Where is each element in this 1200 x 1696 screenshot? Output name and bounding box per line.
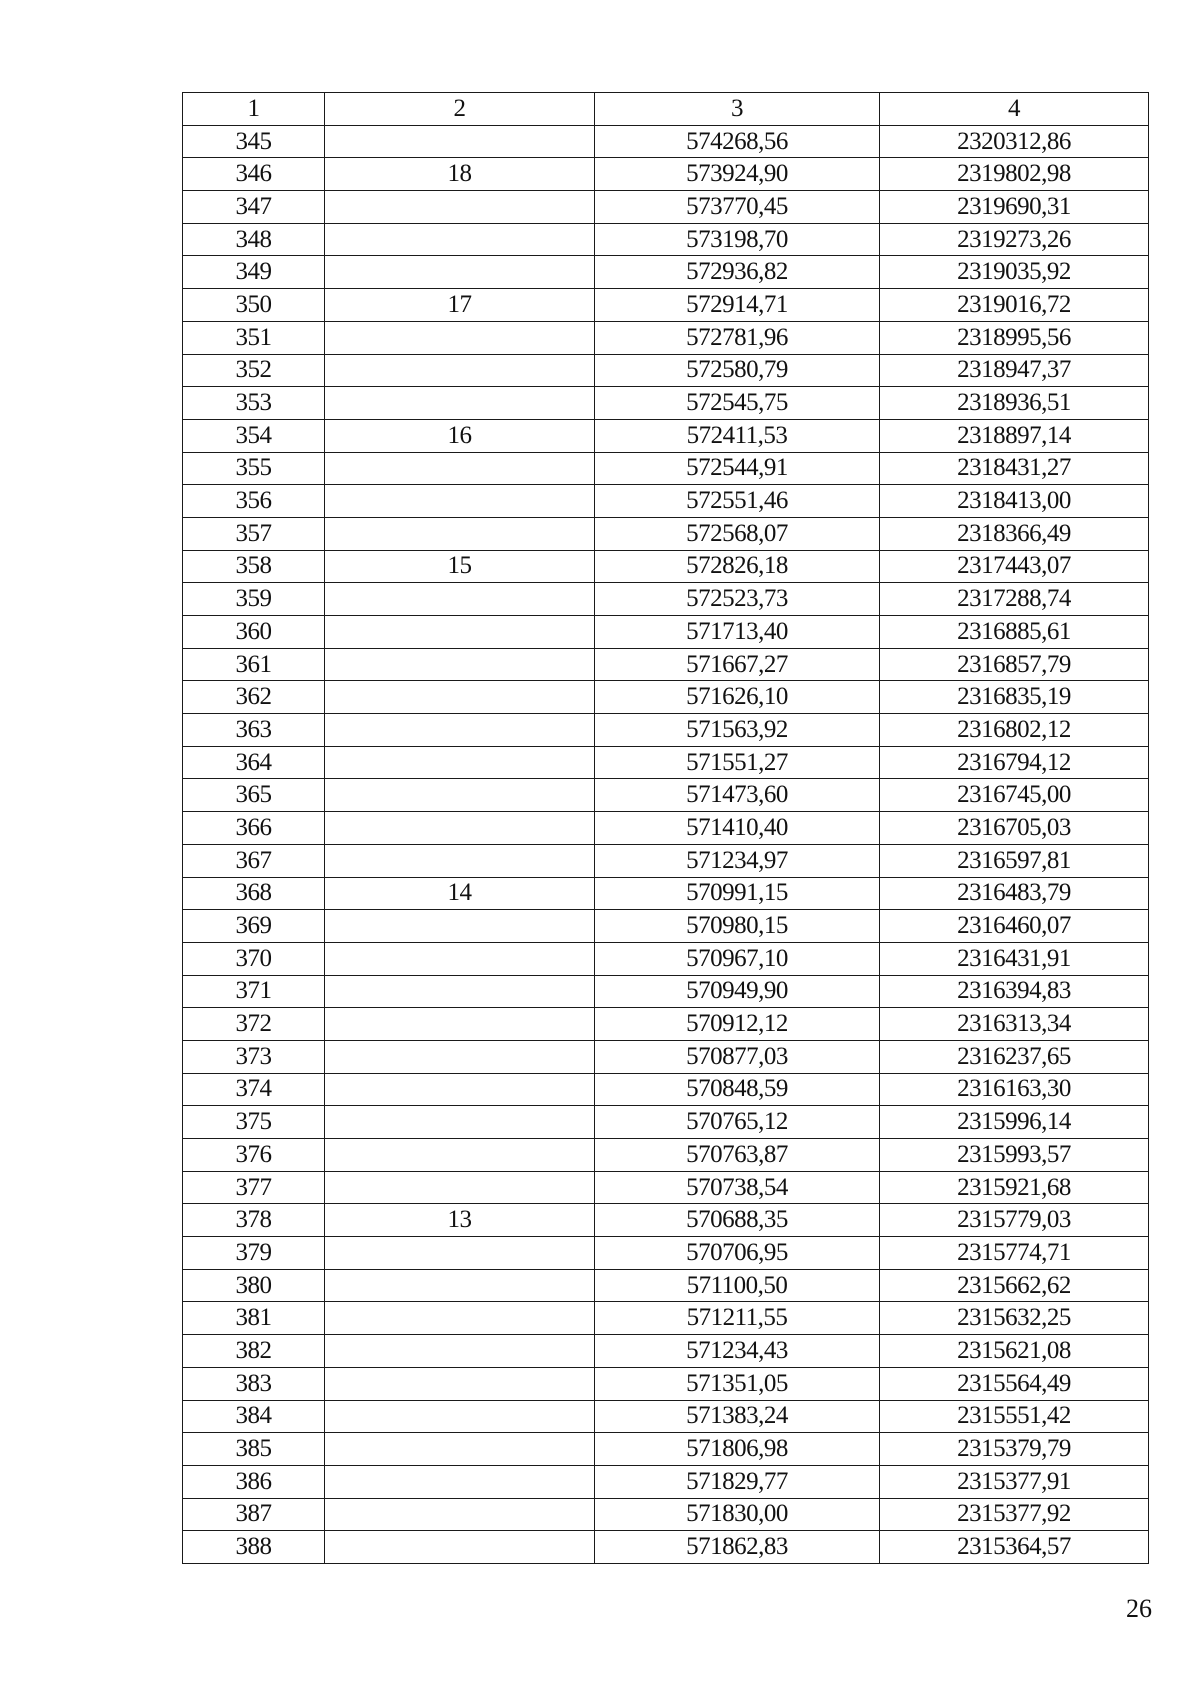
column-header-4: 4 [880, 93, 1149, 126]
table-row [183, 1531, 1149, 1564]
x-coordinate-cell: 571713,40 [595, 616, 880, 649]
x-coordinate-cell: 572523,73 [595, 583, 880, 616]
table-row [183, 1073, 1149, 1106]
segment-cell [325, 910, 595, 943]
segment-cell [325, 1171, 595, 1204]
x-coordinate-cell: 572545,75 [595, 387, 880, 420]
segment-cell [325, 256, 595, 289]
y-coordinate-cell: 2319273,26 [880, 223, 1149, 256]
segment-cell [325, 1008, 595, 1041]
segment-cell [325, 1433, 595, 1466]
point-number-cell: 348 [183, 223, 325, 256]
y-coordinate-cell: 2318431,27 [880, 452, 1149, 485]
y-coordinate-cell: 2316163,30 [880, 1073, 1149, 1106]
segment-cell [325, 125, 595, 158]
y-coordinate-cell: 2318936,51 [880, 387, 1149, 420]
segment-cell [325, 779, 595, 812]
point-number-cell: 345 [183, 125, 325, 158]
point-number-cell: 373 [183, 1040, 325, 1073]
point-number-cell: 374 [183, 1073, 325, 1106]
point-number-cell: 369 [183, 910, 325, 943]
x-coordinate-cell: 572936,82 [595, 256, 880, 289]
y-coordinate-cell: 2315377,92 [880, 1498, 1149, 1531]
point-number-cell: 363 [183, 714, 325, 747]
point-number-cell: 350 [183, 289, 325, 322]
x-coordinate-cell: 570706,95 [595, 1237, 880, 1270]
segment-cell [325, 517, 595, 550]
table-row [183, 1400, 1149, 1433]
table-row [183, 714, 1149, 747]
y-coordinate-cell: 2319802,98 [880, 158, 1149, 191]
table-row [183, 1171, 1149, 1204]
segment-cell [325, 1139, 595, 1172]
table-row [183, 746, 1149, 779]
y-coordinate-cell: 2317288,74 [880, 583, 1149, 616]
x-coordinate-cell: 570967,10 [595, 942, 880, 975]
x-coordinate-cell: 572826,18 [595, 550, 880, 583]
y-coordinate-cell: 2316802,12 [880, 714, 1149, 747]
segment-cell [325, 452, 595, 485]
x-coordinate-cell: 571410,40 [595, 812, 880, 845]
point-number-cell: 349 [183, 256, 325, 289]
y-coordinate-cell: 2315993,57 [880, 1139, 1149, 1172]
x-coordinate-cell: 570980,15 [595, 910, 880, 943]
y-coordinate-cell: 2315379,79 [880, 1433, 1149, 1466]
segment-cell [325, 844, 595, 877]
x-coordinate-cell: 572551,46 [595, 485, 880, 518]
table-row [183, 1302, 1149, 1335]
segment-cell [325, 1465, 595, 1498]
point-number-cell: 358 [183, 550, 325, 583]
segment-cell [325, 485, 595, 518]
x-coordinate-cell: 571830,00 [595, 1498, 880, 1531]
y-coordinate-cell: 2316313,34 [880, 1008, 1149, 1041]
x-coordinate-cell: 571862,83 [595, 1531, 880, 1564]
point-number-cell: 370 [183, 942, 325, 975]
y-coordinate-cell: 2316597,81 [880, 844, 1149, 877]
point-number-cell: 378 [183, 1204, 325, 1237]
point-number-cell: 364 [183, 746, 325, 779]
x-coordinate-cell: 570688,35 [595, 1204, 880, 1237]
point-number-cell: 376 [183, 1139, 325, 1172]
y-coordinate-cell: 2318947,37 [880, 354, 1149, 387]
segment-cell: 15 [325, 550, 595, 583]
x-coordinate-cell: 571829,77 [595, 1465, 880, 1498]
x-coordinate-cell: 570991,15 [595, 877, 880, 910]
table-row [183, 1433, 1149, 1466]
segment-cell: 17 [325, 289, 595, 322]
x-coordinate-cell: 571626,10 [595, 681, 880, 714]
y-coordinate-cell: 2315377,91 [880, 1465, 1149, 1498]
point-number-cell: 362 [183, 681, 325, 714]
y-coordinate-cell: 2316237,65 [880, 1040, 1149, 1073]
table-row [183, 1040, 1149, 1073]
table-row [183, 648, 1149, 681]
point-number-cell: 388 [183, 1531, 325, 1564]
segment-cell [325, 354, 595, 387]
segment-cell: 14 [325, 877, 595, 910]
segment-cell [325, 583, 595, 616]
segment-cell [325, 648, 595, 681]
table-row [183, 616, 1149, 649]
x-coordinate-cell: 571211,55 [595, 1302, 880, 1335]
table-row [183, 223, 1149, 256]
x-coordinate-cell: 572914,71 [595, 289, 880, 322]
table-row [183, 191, 1149, 224]
y-coordinate-cell: 2318413,00 [880, 485, 1149, 518]
table-row [183, 844, 1149, 877]
x-coordinate-cell: 571563,92 [595, 714, 880, 747]
x-coordinate-cell: 570949,90 [595, 975, 880, 1008]
x-coordinate-cell: 571234,43 [595, 1335, 880, 1368]
point-number-cell: 368 [183, 877, 325, 910]
x-coordinate-cell: 571806,98 [595, 1433, 880, 1466]
point-number-cell: 355 [183, 452, 325, 485]
y-coordinate-cell: 2319016,72 [880, 289, 1149, 322]
y-coordinate-cell: 2318897,14 [880, 419, 1149, 452]
segment-cell [325, 975, 595, 1008]
segment-cell [325, 1302, 595, 1335]
table-row [183, 485, 1149, 518]
point-number-cell: 380 [183, 1269, 325, 1302]
y-coordinate-cell: 2315621,08 [880, 1335, 1149, 1368]
x-coordinate-cell: 571473,60 [595, 779, 880, 812]
column-header-2: 2 [325, 93, 595, 126]
x-coordinate-cell: 570877,03 [595, 1040, 880, 1073]
segment-cell [325, 1040, 595, 1073]
table-row [183, 1106, 1149, 1139]
table-row [183, 517, 1149, 550]
point-number-cell: 379 [183, 1237, 325, 1270]
point-number-cell: 357 [183, 517, 325, 550]
y-coordinate-cell: 2317443,07 [880, 550, 1149, 583]
y-coordinate-cell: 2316794,12 [880, 746, 1149, 779]
y-coordinate-cell: 2315364,57 [880, 1531, 1149, 1564]
y-coordinate-cell: 2318995,56 [880, 321, 1149, 354]
table-row [183, 1335, 1149, 1368]
y-coordinate-cell: 2319690,31 [880, 191, 1149, 224]
x-coordinate-cell: 572580,79 [595, 354, 880, 387]
table-row [183, 1139, 1149, 1172]
x-coordinate-cell: 572568,07 [595, 517, 880, 550]
segment-cell: 13 [325, 1204, 595, 1237]
column-header-3: 3 [595, 93, 880, 126]
y-coordinate-cell: 2315779,03 [880, 1204, 1149, 1237]
table-row [183, 125, 1149, 158]
x-coordinate-cell: 571383,24 [595, 1400, 880, 1433]
point-number-cell: 353 [183, 387, 325, 420]
table-row [183, 910, 1149, 943]
table-row [183, 354, 1149, 387]
point-number-cell: 360 [183, 616, 325, 649]
table-row [183, 681, 1149, 714]
x-coordinate-cell: 570765,12 [595, 1106, 880, 1139]
segment-cell [325, 616, 595, 649]
x-coordinate-cell: 570763,87 [595, 1139, 880, 1172]
y-coordinate-cell: 2316483,79 [880, 877, 1149, 910]
y-coordinate-cell: 2316745,00 [880, 779, 1149, 812]
x-coordinate-cell: 572781,96 [595, 321, 880, 354]
x-coordinate-cell: 571234,97 [595, 844, 880, 877]
point-number-cell: 385 [183, 1433, 325, 1466]
point-number-cell: 381 [183, 1302, 325, 1335]
point-number-cell: 359 [183, 583, 325, 616]
table-row [183, 583, 1149, 616]
table-row [183, 942, 1149, 975]
table-row [183, 975, 1149, 1008]
y-coordinate-cell: 2315632,25 [880, 1302, 1149, 1335]
segment-cell [325, 223, 595, 256]
segment-cell [325, 714, 595, 747]
point-number-cell: 351 [183, 321, 325, 354]
point-number-cell: 367 [183, 844, 325, 877]
x-coordinate-cell: 570912,12 [595, 1008, 880, 1041]
point-number-cell: 372 [183, 1008, 325, 1041]
segment-cell [325, 321, 595, 354]
coordinates-table [182, 92, 1149, 1564]
x-coordinate-cell: 572544,91 [595, 452, 880, 485]
point-number-cell: 354 [183, 419, 325, 452]
y-coordinate-cell: 2315662,62 [880, 1269, 1149, 1302]
table-row [183, 550, 1149, 583]
y-coordinate-cell: 2315564,49 [880, 1367, 1149, 1400]
table-row [183, 1204, 1149, 1237]
point-number-cell: 346 [183, 158, 325, 191]
x-coordinate-cell: 570738,54 [595, 1171, 880, 1204]
table-row [183, 289, 1149, 322]
y-coordinate-cell: 2316857,79 [880, 648, 1149, 681]
point-number-cell: 377 [183, 1171, 325, 1204]
table-row [183, 158, 1149, 191]
segment-cell [325, 1106, 595, 1139]
table-row [183, 1269, 1149, 1302]
point-number-cell: 375 [183, 1106, 325, 1139]
point-number-cell: 386 [183, 1465, 325, 1498]
y-coordinate-cell: 2316394,83 [880, 975, 1149, 1008]
point-number-cell: 356 [183, 485, 325, 518]
y-coordinate-cell: 2316705,03 [880, 812, 1149, 845]
segment-cell [325, 387, 595, 420]
table-row [183, 877, 1149, 910]
segment-cell [325, 1367, 595, 1400]
segment-cell: 16 [325, 419, 595, 452]
table-row [183, 779, 1149, 812]
y-coordinate-cell: 2315774,71 [880, 1237, 1149, 1270]
y-coordinate-cell: 2318366,49 [880, 517, 1149, 550]
column-header-1: 1 [183, 93, 325, 126]
segment-cell [325, 812, 595, 845]
y-coordinate-cell: 2319035,92 [880, 256, 1149, 289]
segment-cell: 18 [325, 158, 595, 191]
segment-cell [325, 1335, 595, 1368]
table-row [183, 419, 1149, 452]
segment-cell [325, 681, 595, 714]
y-coordinate-cell: 2315921,68 [880, 1171, 1149, 1204]
x-coordinate-cell: 571551,27 [595, 746, 880, 779]
table-header-row [183, 93, 1149, 126]
y-coordinate-cell: 2316885,61 [880, 616, 1149, 649]
y-coordinate-cell: 2316431,91 [880, 942, 1149, 975]
table-row [183, 452, 1149, 485]
point-number-cell: 382 [183, 1335, 325, 1368]
x-coordinate-cell: 573770,45 [595, 191, 880, 224]
y-coordinate-cell: 2316835,19 [880, 681, 1149, 714]
segment-cell [325, 1498, 595, 1531]
point-number-cell: 384 [183, 1400, 325, 1433]
point-number-cell: 347 [183, 191, 325, 224]
x-coordinate-cell: 571667,27 [595, 648, 880, 681]
x-coordinate-cell: 571351,05 [595, 1367, 880, 1400]
y-coordinate-cell: 2316460,07 [880, 910, 1149, 943]
table-row [183, 1008, 1149, 1041]
segment-cell [325, 1531, 595, 1564]
point-number-cell: 365 [183, 779, 325, 812]
point-number-cell: 387 [183, 1498, 325, 1531]
page-number: 26 [1126, 1594, 1152, 1623]
x-coordinate-cell: 572411,53 [595, 419, 880, 452]
table-row [183, 1237, 1149, 1270]
segment-cell [325, 1400, 595, 1433]
y-coordinate-cell: 2320312,86 [880, 125, 1149, 158]
table-row [183, 321, 1149, 354]
x-coordinate-cell: 573924,90 [595, 158, 880, 191]
table-row [183, 387, 1149, 420]
segment-cell [325, 1237, 595, 1270]
x-coordinate-cell: 574268,56 [595, 125, 880, 158]
point-number-cell: 383 [183, 1367, 325, 1400]
table-row [183, 812, 1149, 845]
y-coordinate-cell: 2315551,42 [880, 1400, 1149, 1433]
table-body [183, 125, 1149, 1563]
x-coordinate-cell: 570848,59 [595, 1073, 880, 1106]
x-coordinate-cell: 573198,70 [595, 223, 880, 256]
segment-cell [325, 1073, 595, 1106]
point-number-cell: 352 [183, 354, 325, 387]
table-row [183, 1465, 1149, 1498]
segment-cell [325, 746, 595, 779]
segment-cell [325, 1269, 595, 1302]
x-coordinate-cell: 571100,50 [595, 1269, 880, 1302]
y-coordinate-cell: 2315996,14 [880, 1106, 1149, 1139]
point-number-cell: 371 [183, 975, 325, 1008]
point-number-cell: 366 [183, 812, 325, 845]
table-row [183, 256, 1149, 289]
table-row [183, 1367, 1149, 1400]
segment-cell [325, 191, 595, 224]
point-number-cell: 361 [183, 648, 325, 681]
table-row [183, 1498, 1149, 1531]
segment-cell [325, 942, 595, 975]
